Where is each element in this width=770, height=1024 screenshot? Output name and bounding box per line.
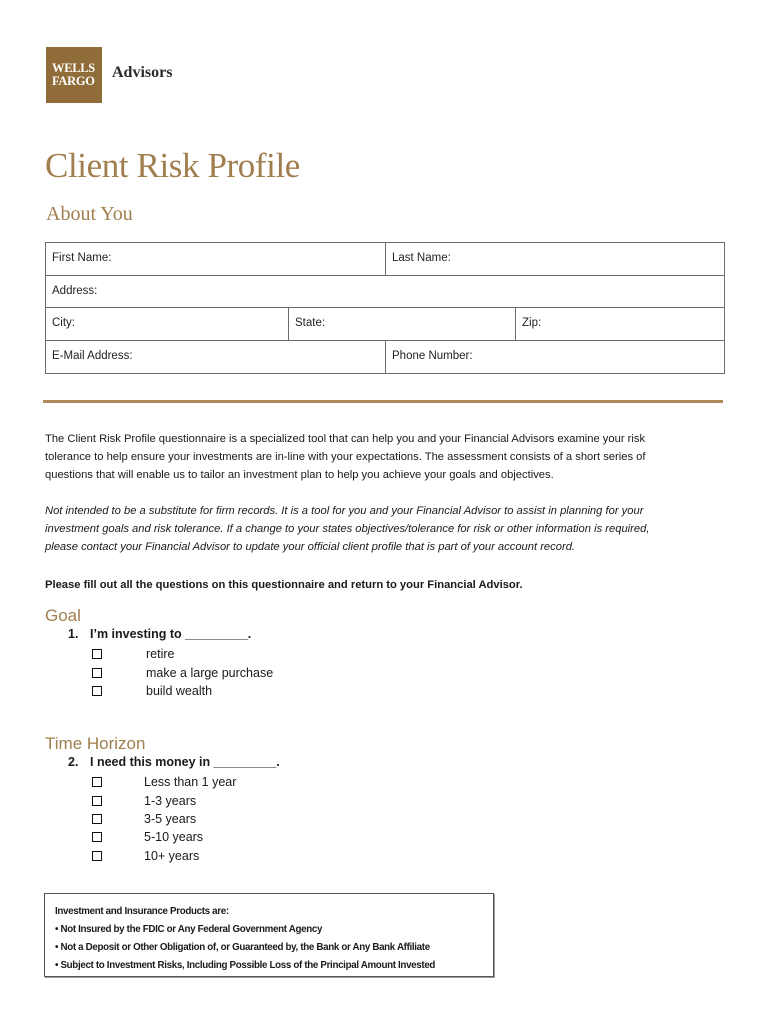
disclaimer-line: Investment and Insurance Products are: <box>55 905 229 917</box>
option-retire[interactable] <box>92 645 273 663</box>
checkbox-icon[interactable] <box>92 832 102 842</box>
option-label: 1-3 years <box>144 793 197 808</box>
note-line: investment goals and risk tolerance. If a change to your states objectives/tolerance for risk or other information is required, <box>45 523 650 536</box>
phone-field[interactable]: Phone Number: <box>392 349 473 362</box>
info-row-location <box>46 308 724 341</box>
question-text: I’m investing to _________. <box>90 627 252 641</box>
option-1-3-years[interactable] <box>92 791 236 809</box>
question-1 <box>68 627 251 641</box>
investment-disclaimer-box <box>44 893 494 977</box>
intro-line: The Client Risk Profile questionnaire is a specialized tool that can help you and your Financial Advisors examine your risk <box>45 433 646 445</box>
last-name-field[interactable]: Last Name: <box>392 252 451 264</box>
time-horizon-options <box>92 773 236 865</box>
checkbox-icon[interactable] <box>92 814 102 824</box>
option-label: build wealth <box>146 683 213 698</box>
logo-line-1: WELLS <box>52 61 95 75</box>
email-field[interactable]: E-Mail Address: <box>46 341 386 374</box>
brand-name: Advisors <box>112 64 173 81</box>
option-label: 3-5 years <box>144 811 197 826</box>
state-field[interactable]: State: <box>289 308 516 340</box>
option-label: 5-10 years <box>144 830 204 845</box>
option-10-plus-years[interactable] <box>92 847 236 865</box>
page-title: Client Risk Profile <box>45 146 300 185</box>
section-divider <box>43 400 723 403</box>
section-heading-goal: Goal <box>45 606 81 625</box>
disclaimer-line: • Subject to Investment Risks, Including Possible Loss of the Principal Amount Invested <box>55 959 436 971</box>
info-row-address <box>46 276 724 309</box>
option-less-than-1-year[interactable] <box>92 773 236 791</box>
option-3-5-years[interactable] <box>92 810 236 828</box>
zip-field[interactable]: Zip: <box>522 317 542 329</box>
section-heading-about: About You <box>46 203 133 225</box>
question-text: I need this money in _________. <box>90 755 280 769</box>
info-row-contact <box>46 341 724 374</box>
intro-line: questions that will enable us to tailor an investment plan to help you achieve your goals and objectives. <box>45 469 554 482</box>
intro-line: tolerance to help ensure your investments are in-line with your expectations. The assessment consists of a short series of <box>45 451 646 464</box>
disclaimer-line: • Not a Deposit or Other Obligation of, or Guaranteed by, the Bank or Any Bank Affiliate <box>55 941 430 953</box>
instruction-text: Please fill out all the questions on this questionnaire and return to your Financial Advisor. <box>45 579 523 591</box>
client-info-table <box>45 242 725 374</box>
city-field[interactable]: City: <box>46 308 289 340</box>
disclaimer-line: • Not Insured by the FDIC or Any Federal Government Agency <box>55 923 323 935</box>
option-label: Less than 1 year <box>144 775 237 790</box>
note-line: please contact your Financial Advisor to update your official client profile that is part of your account record. <box>45 541 576 554</box>
checkbox-icon[interactable] <box>92 686 102 696</box>
logo-line-2: FARGO <box>52 74 95 88</box>
option-label: retire <box>146 647 175 662</box>
first-name-field[interactable]: First Name: <box>46 243 386 275</box>
option-label: make a large purchase <box>146 665 274 680</box>
address-field[interactable]: Address: <box>52 284 98 297</box>
option-5-10-years[interactable] <box>92 828 236 846</box>
checkbox-icon[interactable] <box>92 668 102 678</box>
option-label: 10+ years <box>144 848 200 863</box>
note-line: Not intended to be a substitute for firm records. It is a tool for you and your Financial Advisor to assist in planning for your <box>45 505 644 517</box>
checkbox-icon[interactable] <box>92 777 102 787</box>
info-row-name <box>46 243 724 276</box>
disclaimer-note-paragraph <box>45 502 725 557</box>
checkbox-icon[interactable] <box>92 649 102 659</box>
question-number: 2. <box>68 755 79 769</box>
section-heading-time-horizon: Time Horizon <box>45 734 146 753</box>
question-2 <box>68 755 280 769</box>
option-large-purchase[interactable] <box>92 663 273 681</box>
checkbox-icon[interactable] <box>92 796 102 806</box>
option-build-wealth[interactable] <box>92 682 273 700</box>
checkbox-icon[interactable] <box>92 851 102 861</box>
wells-fargo-logo <box>46 47 102 103</box>
intro-paragraph <box>45 430 725 485</box>
goal-options <box>92 645 273 700</box>
question-number: 1. <box>68 627 79 641</box>
